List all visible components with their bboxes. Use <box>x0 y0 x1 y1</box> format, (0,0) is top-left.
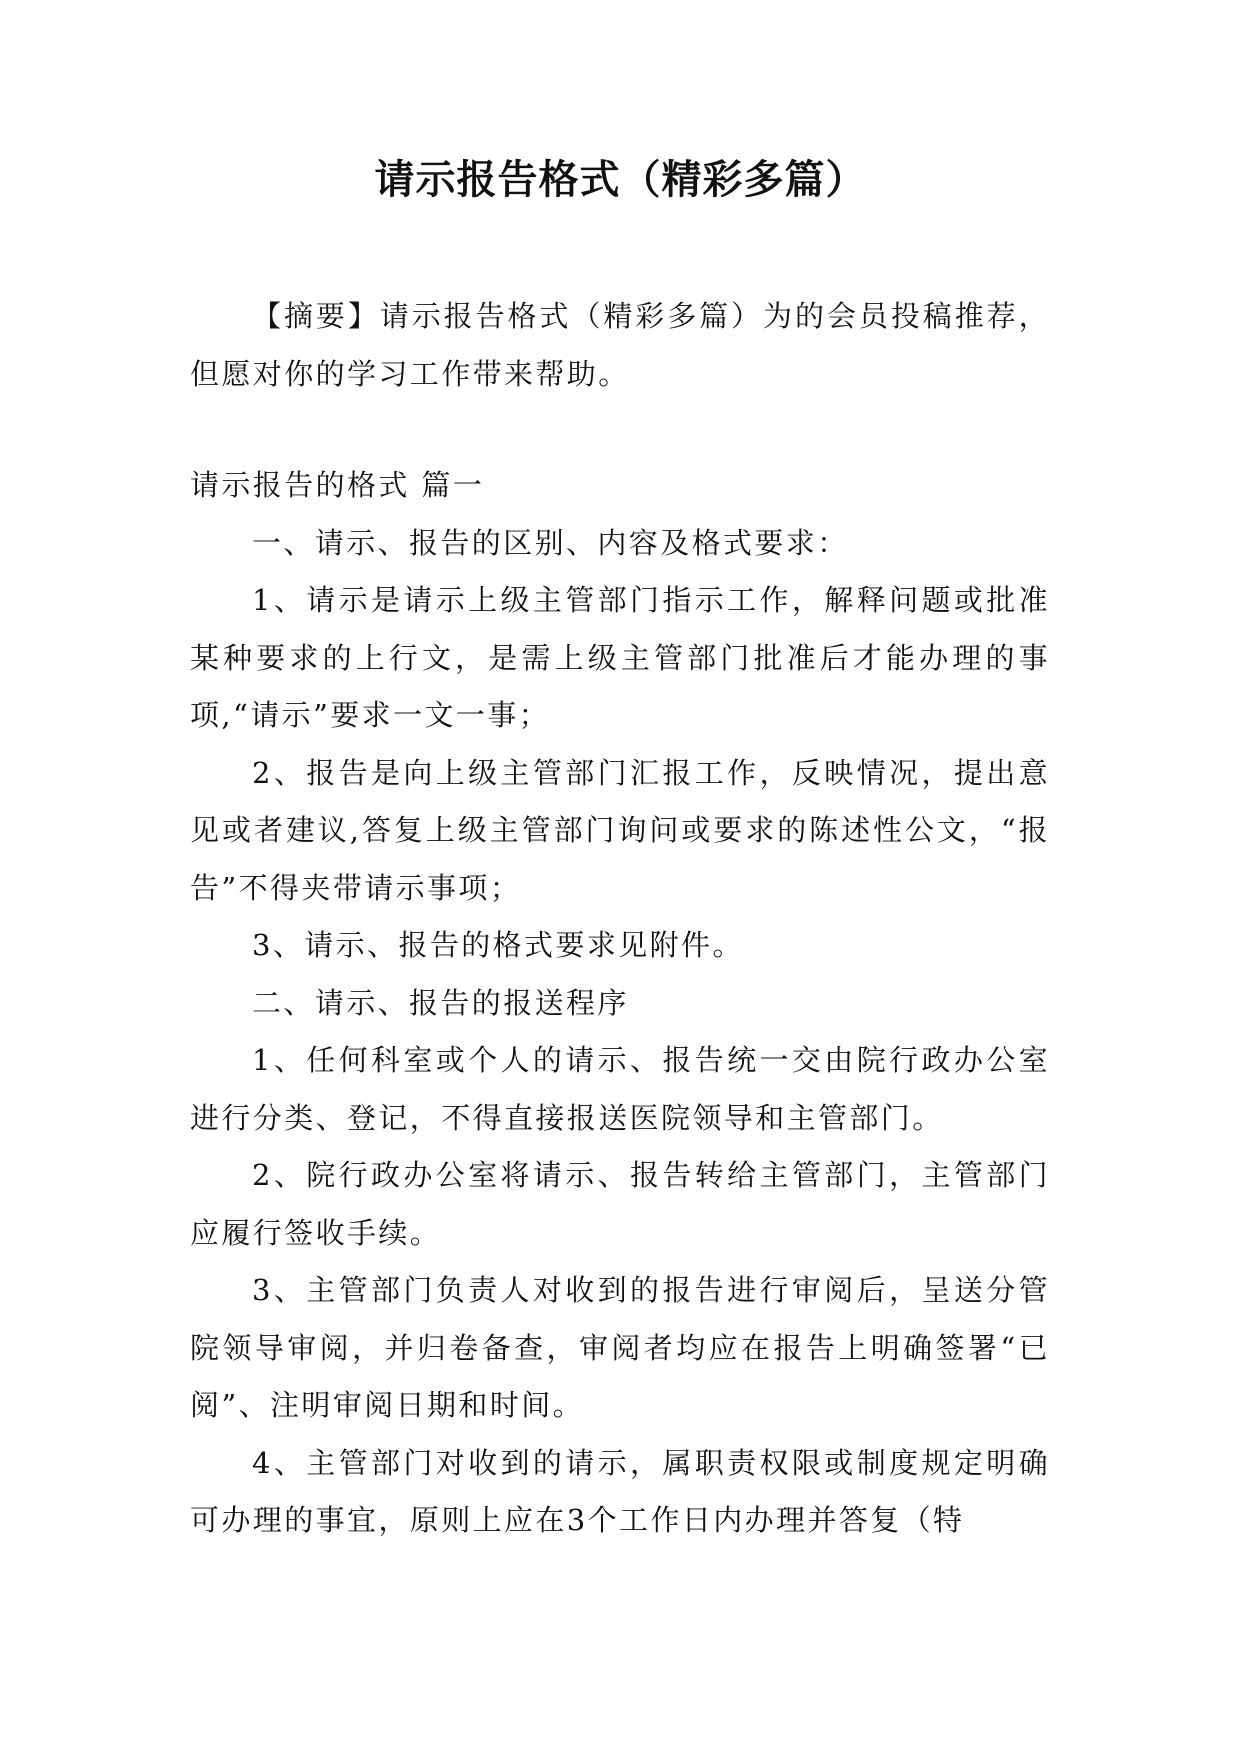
document-title: 请示报告格式（精彩多篇） <box>374 157 867 203</box>
document-body <box>190 288 1050 1550</box>
body-paragraph: 2、院行政办公室将请示、报告转给主管部门，主管部门应履行签收手续。 <box>190 1158 1050 1250</box>
paragraph-gap <box>190 403 1050 457</box>
body-paragraph: 1、任何科室或个人的请示、报告统一交由院行政办公室进行分类、登记，不得直接报送医院领导和主管部门。 <box>190 1043 1050 1135</box>
body-paragraph: 3、请示、报告的格式要求见附件。 <box>252 928 744 962</box>
body-paragraph: 一、请示、报告的区别、内容及格式要求： <box>252 525 849 560</box>
body-paragraph: 2、报告是向上级主管部门汇报工作，反映情况，提出意见或者建议,答复上级主管部门询问或要求的陈述性公文，“报告”不得夹带请示事项； <box>190 755 1050 905</box>
abstract-paragraph: 【摘要】请示报告格式（精彩多篇）为的会员投稿推荐，但愿对你的学习工作带来帮助。 <box>190 299 1050 391</box>
body-paragraph: 二、请示、报告的报送程序 <box>252 985 629 1020</box>
section-heading: 请示报告的格式 篇一 <box>190 468 485 502</box>
body-paragraph: 4、主管部门对收到的请示，属职责权限或制度规定明确可办理的事宜，原则上应在3个工作日内办理并答复（特 <box>190 1445 1050 1537</box>
body-paragraph: 3、主管部门负责人对收到的报告进行审阅后，呈送分管院领导审阅，并归卷备查，审阅者均应在报告上明确签署“已阅”、注明审阅日期和时间。 <box>190 1273 1050 1422</box>
body-paragraph: 1、请示是请示上级主管部门指示工作，解释问题或批准某种要求的上行文，是需上级主管部门批准后才能办理的事项,“请示”要求一文一事； <box>190 583 1050 732</box>
